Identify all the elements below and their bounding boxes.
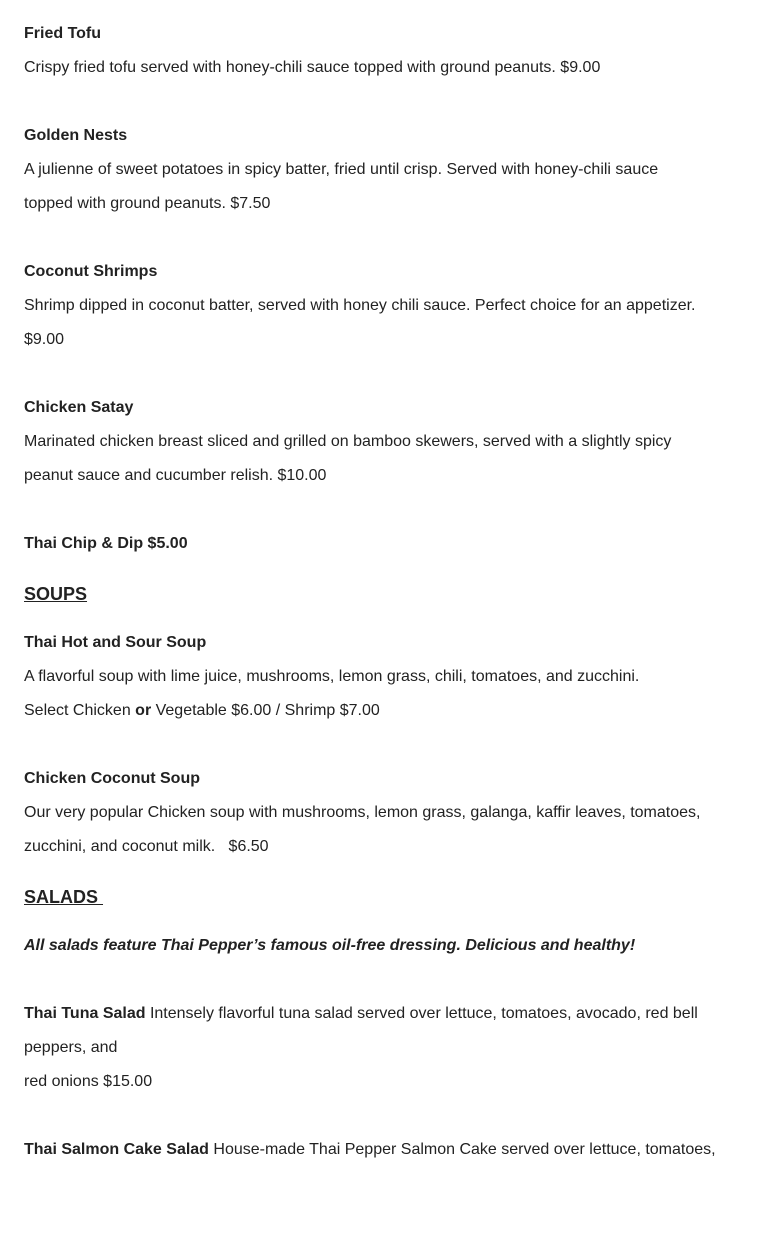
item-title-golden-nests: Golden Nests	[24, 127, 128, 144]
spacer	[24, 728, 754, 762]
select-suffix: Vegetable $6.00 / Shrimp $7.00	[151, 702, 380, 719]
spacer	[24, 493, 754, 527]
section-heading-soups: SOUPS	[24, 584, 88, 604]
item-desc-tuna-salad-line3: red onions $15.00	[24, 1073, 153, 1090]
spacer	[24, 357, 754, 391]
item-salmon-cake-salad-line1	[24, 1133, 754, 1167]
item-desc-coconut-shrimps-line2: $9.00	[24, 331, 65, 348]
select-or: or	[135, 702, 152, 719]
spacer	[24, 85, 754, 119]
menu-content	[24, 0, 754, 1167]
item-title-hot-sour-soup: Thai Hot and Sour Soup	[24, 634, 207, 651]
spacer	[24, 1099, 754, 1133]
item-desc-chicken-coconut-soup-line1: Our very popular Chicken soup with mushrooms, lemon grass, galanga, kaffir leaves, tomatoes,	[24, 804, 701, 821]
item-title-thai-chip-dip: Thai Chip & Dip $5.00	[24, 535, 188, 552]
item-desc-fried-tofu: Crispy fried tofu served with honey-chili sauce topped with ground peanuts. $9.00	[24, 59, 601, 76]
section-heading-salads: SALADS	[24, 887, 104, 907]
salads-note: All salads feature Thai Pepper’s famous oil-free dressing. Delicious and healthy!	[24, 937, 636, 954]
item-desc-chicken-coconut-soup-line2: zucchini, and coconut milk. $6.50	[24, 838, 269, 855]
item-desc-salmon-cake-salad-line1: House-made Thai Pepper Salmon Cake served over lettuce, tomatoes,	[208, 1141, 716, 1158]
item-title-chicken-coconut-soup: Chicken Coconut Soup	[24, 770, 200, 787]
item-desc-tuna-salad-line1: Intensely flavorful tuna salad served over lettuce, tomatoes, avocado, red bell	[145, 1005, 698, 1022]
item-desc-coconut-shrimps-line1: Shrimp dipped in coconut batter, served with honey chili sauce. Perfect choice for an appetizer.	[24, 297, 696, 314]
item-title-fried-tofu: Fried Tofu	[24, 25, 102, 42]
item-desc-golden-nests-line1: A julienne of sweet potatoes in spicy batter, fried until crisp. Served with honey-chili sauce	[24, 161, 659, 178]
item-title-coconut-shrimps: Coconut Shrimps	[24, 263, 158, 280]
item-tuna-salad-line1	[24, 997, 754, 1031]
item-desc-chicken-satay-line2: peanut sauce and cucumber relish. $10.00	[24, 467, 327, 484]
item-title-salmon-cake-salad: Thai Salmon Cake Salad	[24, 1141, 209, 1158]
item-desc-chicken-satay-line1: Marinated chicken breast sliced and grilled on bamboo skewers, served with a slightly spicy	[24, 433, 672, 450]
select-prefix: Select Chicken	[24, 702, 136, 719]
item-desc-hot-sour-soup-line1: A flavorful soup with lime juice, mushrooms, lemon grass, chili, tomatoes, and zucchini.	[24, 668, 640, 685]
item-desc-tuna-salad-line2: peppers, and	[24, 1039, 118, 1056]
spacer	[24, 963, 754, 997]
item-title-tuna-salad: Thai Tuna Salad	[24, 1005, 146, 1022]
item-desc-golden-nests-line2: topped with ground peanuts. $7.50	[24, 195, 271, 212]
item-desc-hot-sour-soup-line2	[24, 694, 754, 728]
item-title-chicken-satay: Chicken Satay	[24, 399, 134, 416]
spacer	[24, 221, 754, 255]
